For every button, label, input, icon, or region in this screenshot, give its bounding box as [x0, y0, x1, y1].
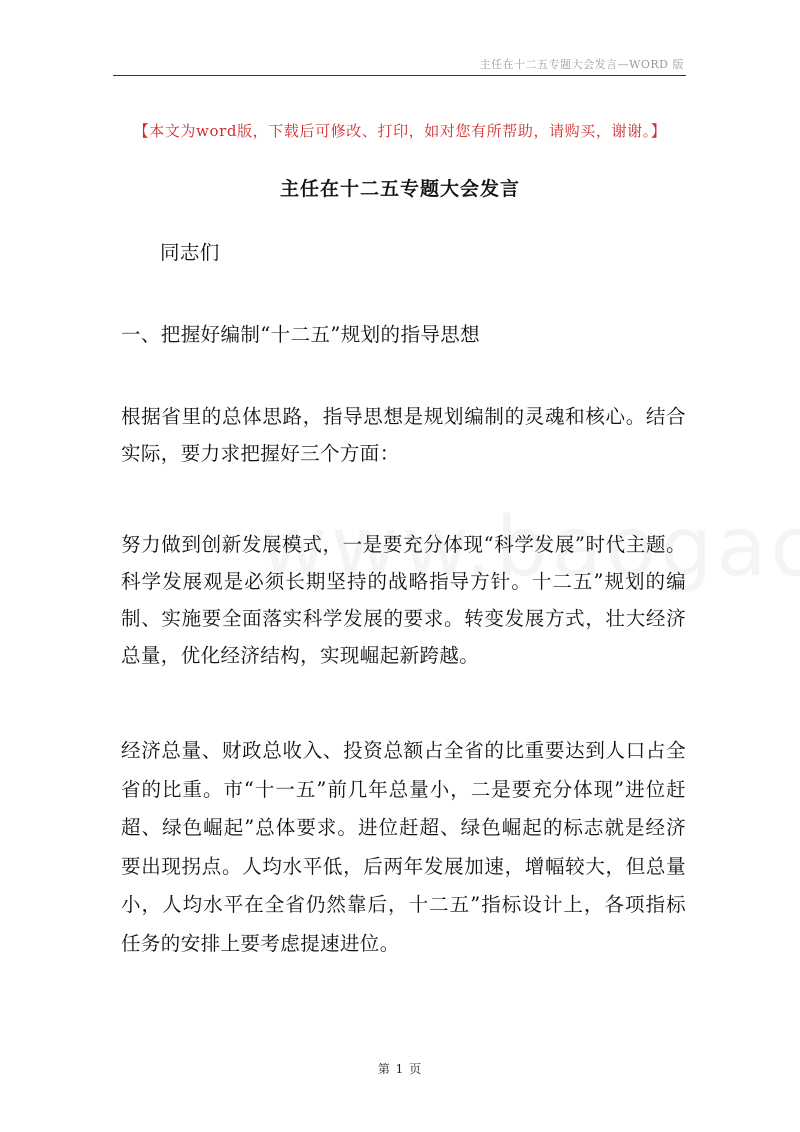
- download-notice: 【本文为word版，下载后可修改、打印，如对您有所帮助，请购买，谢谢。】: [133, 122, 667, 140]
- paragraph-3: 经济总量、财政总收入、投资总额占全省的比重要达到人口占全省的比重。市“十一五”前几年总量小，二是要充分体现”进位赶超、绿色崛起”总体要求。进位赶超、绿色崛起的标志就是经济要出现拐点。人均水平低，后两年发展加速，增幅较大，但总量小，人均水平在全省仍然靠后，十二五”指标设计上，各项指标任务的安排上要考虑提速进位。: [121, 739, 686, 955]
- page-number: 第 1 页: [377, 1062, 423, 1076]
- document-title: 主任在十二五专题大会发言: [279, 178, 520, 200]
- paragraph-2: 努力做到创新发展模式，一是要充分体现“科学发展”时代主题。科学发展观是必须长期坚持的战略指导方针。十二五”规划的编制、实施要全面落实科学发展的要求。转变发展方式，壮大经济总量，优化经济结构，实现崛起新跨越。: [121, 533, 686, 667]
- section-heading: 一、把握好编制“十二五”规划的指导思想: [121, 323, 481, 346]
- header-rule: [113, 75, 686, 76]
- running-header: 主任在十二五专题大会发言—WORD 版: [479, 58, 684, 71]
- greeting: 同志们: [160, 241, 220, 264]
- paragraph-1: 根据省里的总体思路，指导思想是规划编制的灵魂和核心。结合实际，要力求把握好三个方面：: [121, 405, 686, 465]
